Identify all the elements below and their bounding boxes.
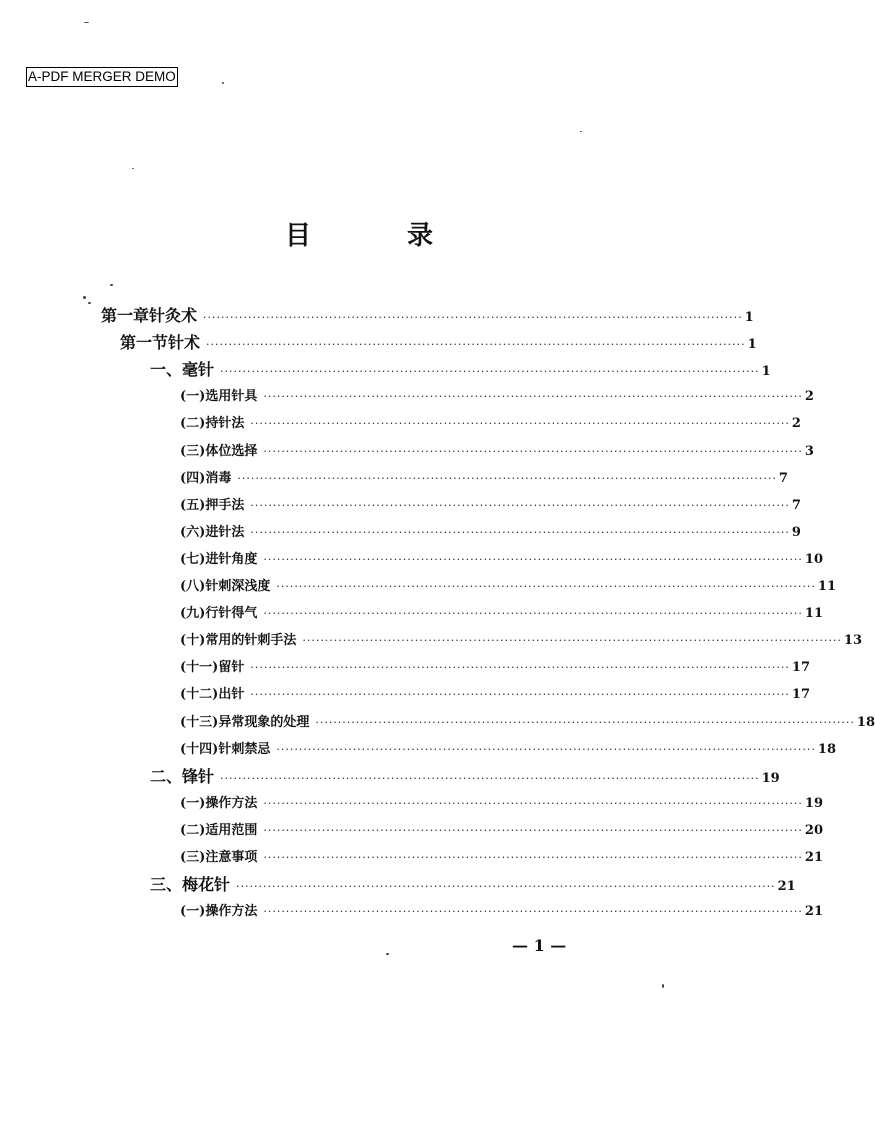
toc-entry-label: 毫针: [182, 360, 215, 379]
scan-speck: [662, 984, 664, 988]
toc-entry-number: (四): [180, 471, 206, 486]
toc-entry-leader: ························································································································: [250, 499, 790, 512]
toc-entry-leader: ························································································································: [250, 661, 790, 674]
toc-entry-leader: ························································································································: [263, 607, 803, 620]
toc-entry-page: 21: [777, 879, 796, 894]
toc-entry: [180, 711, 875, 735]
toc-entry-leader: ························································································································: [250, 688, 790, 701]
toc-entry: [180, 602, 824, 626]
toc-entry: [180, 494, 801, 518]
toc-entry-page: 7: [791, 498, 801, 513]
scan-speck: [222, 82, 224, 84]
toc-entry-label: 消毒: [205, 471, 232, 486]
toc-entry: [180, 575, 837, 599]
toc-entry-leader: ························································································································: [263, 553, 803, 566]
toc-entry-page: 10: [804, 552, 824, 567]
toc-entry-leader: ························································································································: [203, 311, 743, 324]
scan-speck: [580, 131, 582, 132]
toc-entry-number: 第一章: [101, 306, 150, 325]
toc-entry: [120, 331, 757, 355]
toc-entry-number: (十): [180, 633, 206, 648]
toc-entry-leader: ························································································································: [250, 417, 790, 430]
toc-entry: [180, 846, 824, 870]
toc-entry: [180, 819, 824, 843]
toc-entry: [180, 629, 863, 653]
toc-entry-label: 适用范围: [205, 823, 258, 838]
toc-entry-page: 1: [744, 310, 754, 325]
toc-entry-label: 留针: [218, 660, 245, 675]
scan-speck: [84, 22, 89, 23]
scan-speck: [88, 302, 91, 304]
toc-entry: [180, 656, 811, 680]
toc-entry-page: 7: [778, 471, 788, 486]
toc-entry-leader: ························································································································: [315, 716, 855, 729]
toc-entry-leader: ························································································································: [250, 526, 790, 539]
toc-entry-page: 9: [791, 525, 801, 540]
toc-entry-page: 21: [804, 904, 824, 919]
toc-entry-page: 3: [804, 444, 814, 459]
toc-entry: [180, 900, 824, 924]
toc-entry-label: 选用针具: [205, 389, 258, 404]
scan-speck: [132, 168, 134, 169]
toc-entry: [180, 467, 788, 491]
toc-entry-leader: ························································································································: [237, 472, 777, 485]
toc-entry: [180, 683, 811, 707]
page-number: — 1 —: [512, 936, 567, 955]
toc-entry: [180, 412, 801, 436]
scan-speck: [110, 284, 113, 286]
toc-entry-page: 2: [791, 416, 801, 431]
toc-entry-page: 19: [804, 796, 824, 811]
toc-entry: [180, 440, 814, 464]
toc-entry-label: 体位选择: [205, 444, 258, 459]
toc-entry-number: (十二): [180, 687, 219, 702]
toc-entry-page: 11: [804, 606, 824, 621]
toc-entry-number: (七): [180, 552, 206, 567]
toc-entry: [150, 873, 796, 897]
toc-entry: [180, 548, 824, 572]
toc-entry-leader: ························································································································: [220, 772, 760, 785]
toc-entry: [150, 765, 780, 789]
toc-entry-number: 二、: [150, 767, 183, 786]
toc-entry-page: 20: [804, 823, 824, 838]
toc-entry: [180, 521, 801, 545]
toc-entry-label: 行针得气: [205, 606, 258, 621]
toc-entry: [150, 358, 771, 382]
toc-entry-label: 进针角度: [205, 552, 258, 567]
toc-entry: [180, 738, 837, 762]
toc-entry-number: (二): [180, 416, 206, 431]
toc-entry-leader: ························································································································: [220, 365, 760, 378]
toc-entry-page: 18: [856, 715, 875, 730]
toc-entry-number: (五): [180, 498, 206, 513]
toc-entry-label: 梅花针: [182, 875, 231, 894]
toc-entry-leader: ························································································································: [206, 338, 746, 351]
toc-entry-label: 针术: [168, 333, 201, 352]
toc-entry-label: 进针法: [205, 525, 245, 540]
toc-entry-leader: ························································································································: [263, 851, 803, 864]
toc-entry-page: 17: [791, 687, 811, 702]
watermark-label: A-PDF MERGER DEMO: [26, 67, 178, 87]
toc-entry-label: 异常现象的处理: [218, 715, 310, 730]
toc-entry-label: 出针: [218, 687, 245, 702]
toc-entry-page: 1: [747, 337, 757, 352]
toc-entry-label: 操作方法: [205, 796, 258, 811]
toc-entry: [101, 304, 754, 328]
toc-entry-page: 17: [791, 660, 811, 675]
toc-entry-number: (六): [180, 525, 206, 540]
toc-entry-leader: ························································································································: [302, 634, 842, 647]
toc-entry-number: (十一): [180, 660, 219, 675]
toc-entry-label: 操作方法: [205, 904, 258, 919]
toc-title-char-1: 目: [285, 221, 312, 251]
toc-entry-number: (三): [180, 850, 206, 865]
toc-entry-page: 2: [804, 389, 814, 404]
toc-entry-number: (十四): [180, 742, 219, 757]
toc-entry-label: 针灸术: [149, 306, 198, 325]
scan-speck: [386, 953, 389, 955]
toc-entry-number: 一、: [150, 360, 183, 379]
toc-entry-number: 三、: [150, 875, 183, 894]
toc-entry-number: (八): [180, 579, 206, 594]
toc-entry-number: (二): [180, 823, 206, 838]
toc-entry-number: 第一节: [120, 333, 169, 352]
toc-entry-page: 19: [761, 771, 780, 786]
toc-entry-page: 1: [761, 364, 771, 379]
toc-entry-label: 针刺禁忌: [218, 742, 271, 757]
toc-entry-number: (三): [180, 444, 206, 459]
toc-entry-page: 11: [817, 579, 837, 594]
toc-entry-page: 13: [843, 633, 863, 648]
toc-entry-label: 押手法: [205, 498, 245, 513]
toc-entry-number: (一): [180, 389, 206, 404]
toc-entry-label: 锋针: [182, 767, 215, 786]
toc-entry-label: 针刺深浅度: [205, 579, 271, 594]
toc-entry-number: (一): [180, 796, 206, 811]
toc-entry-leader: ························································································································: [263, 797, 803, 810]
toc-entry-leader: ························································································································: [263, 390, 803, 403]
toc-entry-page: 21: [804, 850, 824, 865]
scan-speck: [83, 296, 86, 299]
toc-entry-label: 注意事项: [205, 850, 258, 865]
toc-entry-number: (十三): [180, 715, 219, 730]
toc-entry-page: 18: [817, 742, 837, 757]
toc-title-char-2: 录: [407, 221, 434, 251]
toc-entry-leader: ························································································································: [276, 580, 816, 593]
toc-entry: [180, 792, 824, 816]
toc-entry-label: 持针法: [205, 416, 245, 431]
toc-entry-label: 常用的针刺手法: [205, 633, 297, 648]
toc-entry-leader: ························································································································: [276, 743, 816, 756]
toc-entry-number: (九): [180, 606, 206, 621]
toc-entry-leader: ························································································································: [263, 905, 803, 918]
toc-entry-leader: ························································································································: [263, 445, 803, 458]
toc-entry-leader: ························································································································: [263, 824, 803, 837]
toc-entry-leader: ························································································································: [236, 880, 776, 893]
toc-entry-number: (一): [180, 904, 206, 919]
toc-entry: [180, 385, 814, 409]
